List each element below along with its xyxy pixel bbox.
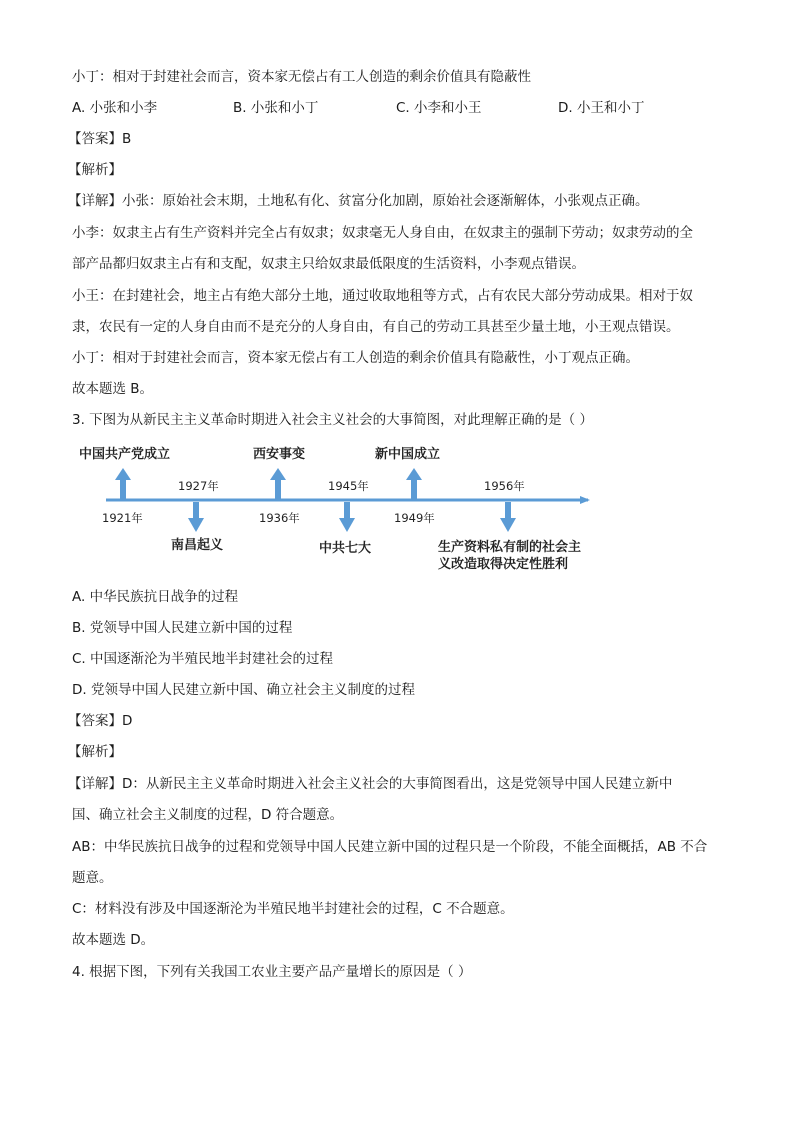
up-arrow-1949: [406, 468, 422, 500]
q3-detail-line-5: C：材料没有涉及中国逐渐沦为半殖民地半封建社会的过程，C 不合题意。: [72, 901, 514, 917]
q2-detail-line-2: 小李：奴隶主占有生产资料并完全占有奴隶；奴隶毫无人身自由，在奴隶主的强制下劳动；奴隶劳动的全: [72, 225, 693, 241]
event-label-cpc-founded: 中国共产党成立: [79, 447, 171, 462]
q2-statement-xiaoding: 小丁：相对于封建社会而言，资本家无偿占有工人创造的剩余价值具有隐蔽性: [72, 69, 531, 85]
down-arrow-1956: [500, 502, 516, 532]
down-arrow-1945: [339, 502, 355, 532]
q3-answer: 【答案】D: [68, 713, 133, 729]
q2-option-d: D. 小王和小丁: [558, 100, 645, 116]
q2-option-b: B. 小张和小丁: [233, 100, 319, 116]
year-label-1949: 1949年: [394, 511, 435, 525]
q2-detail-line-4: 小王：在封建社会，地主占有绝大部分土地，通过收取地租等方式，占有农民大部分劳动成果。相对于奴: [72, 288, 693, 304]
q3-detail-line-2: 国、确立社会主义制度的过程，D 符合题意。: [72, 807, 344, 823]
q3-option-c: C. 中国逐渐沦为半殖民地半封建社会的过程: [72, 651, 334, 667]
q2-option-c: C. 小李和小王: [396, 100, 482, 116]
event-label-socialist-transformation-1: 生产资料私有制的社会主: [438, 540, 582, 555]
q2-detail-line-1: 【详解】小张：原始社会末期，土地私有化、贫富分化加剧，原始社会逐渐解体，小张观点正确。: [68, 193, 649, 209]
q2-analysis-label: 【解析】: [68, 162, 122, 178]
up-arrow-1921: [115, 468, 131, 500]
q2-option-a: A. 小张和小李: [72, 100, 158, 116]
event-label-7th-congress: 中共七大: [319, 541, 372, 556]
q3-timeline-diagram: [72, 440, 612, 580]
year-label-1921: 1921年: [102, 511, 143, 525]
q3-detail-line-4: 题意。: [72, 870, 113, 886]
q3-detail-line-6: 故本题选 D。: [72, 932, 155, 948]
q3-analysis-label: 【解析】: [68, 744, 122, 760]
q3-option-d: D. 党领导中国人民建立新中国、确立社会主义制度的过程: [72, 682, 415, 698]
year-label-1956: 1956年: [484, 479, 525, 493]
down-arrow-1927: [188, 502, 204, 532]
q3-stem: 3. 下图为从新民主主义革命时期进入社会主义社会的大事简图，对此理解正确的是（ ）: [72, 412, 593, 428]
q2-detail-line-7: 故本题选 B。: [72, 381, 154, 397]
year-label-1945: 1945年: [328, 479, 369, 493]
q2-detail-line-6: 小丁：相对于封建社会而言，资本家无偿占有工人创造的剩余价值具有隐蔽性，小丁观点正确。: [72, 350, 639, 366]
q2-detail-line-5: 隶，农民有一定的人身自由而不是充分的人身自由，有自己的劳动工具甚至少量土地，小王观点错误。: [72, 319, 680, 335]
event-label-socialist-transformation-2: 义改造取得决定性胜利: [438, 557, 569, 572]
q3-option-a: A. 中华民族抗日战争的过程: [72, 589, 239, 605]
event-label-xian-incident: 西安事变: [253, 447, 306, 462]
q3-option-b: B. 党领导中国人民建立新中国的过程: [72, 620, 293, 636]
event-label-nanchang-uprising: 南昌起义: [171, 538, 224, 553]
year-label-1927: 1927年: [178, 479, 219, 493]
q2-answer: 【答案】B: [68, 131, 132, 147]
q4-stem: 4. 根据下图，下列有关我国工农业主要产品产量增长的原因是（ ）: [72, 964, 472, 980]
q3-detail-line-3: AB：中华民族抗日战争的过程和党领导中国人民建立新中国的过程只是一个阶段，不能全面概括，AB 不合: [72, 839, 708, 855]
q2-detail-line-3: 部产品都归奴隶主占有和支配，奴隶主只给奴隶最低限度的生活资料，小李观点错误。: [72, 256, 585, 272]
event-label-prc-founded: 新中国成立: [375, 447, 441, 462]
up-arrow-1936: [270, 468, 286, 500]
year-label-1936: 1936年: [259, 511, 300, 525]
q3-detail-line-1: 【详解】D：从新民主主义革命时期进入社会主义社会的大事简图看出，这是党领导中国人民建立新中: [68, 776, 673, 792]
